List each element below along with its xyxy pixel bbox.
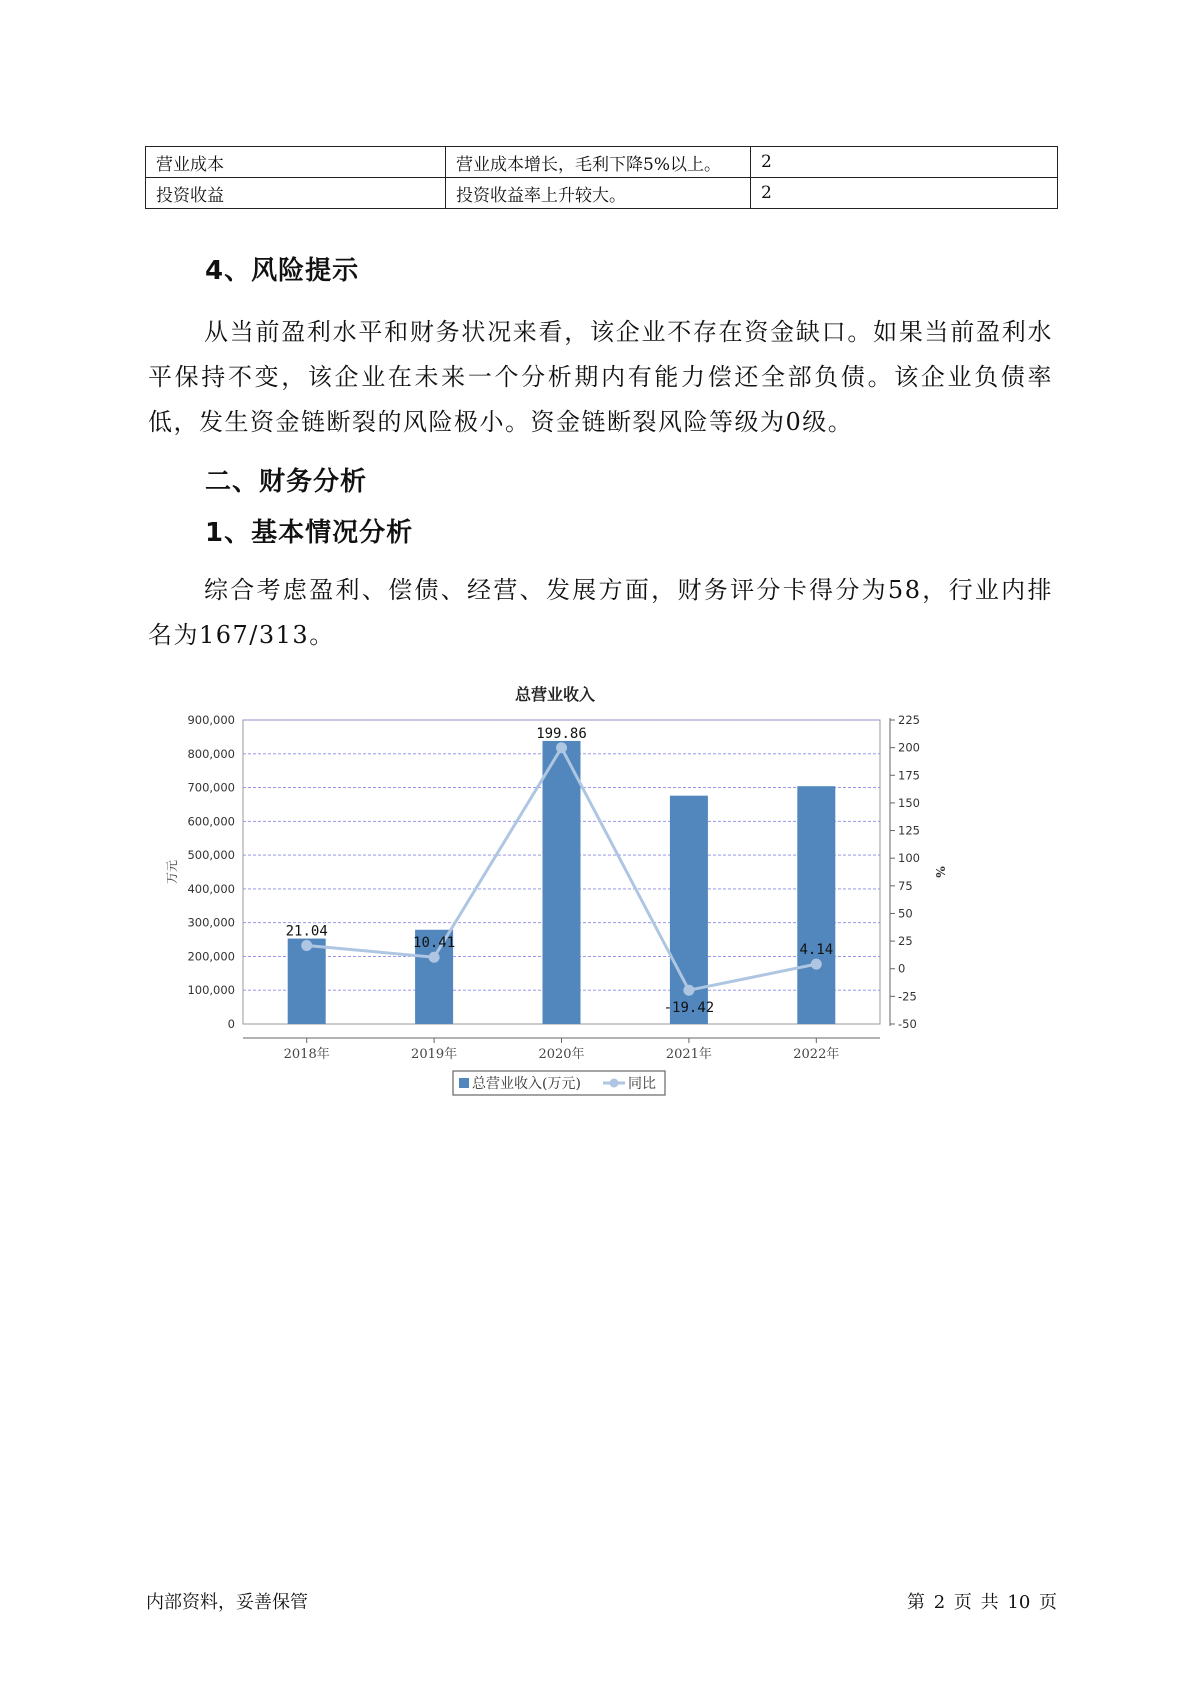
x-tick-label: 2021年 bbox=[665, 1047, 712, 1062]
section-heading-finance: 二、财务分析 bbox=[205, 467, 368, 497]
yoy-point bbox=[556, 742, 567, 753]
legend-label-yoy: 同比 bbox=[628, 1076, 656, 1092]
table-row bbox=[146, 147, 1058, 178]
y2-axis-title: % bbox=[933, 866, 947, 878]
y-tick-label: 400,000 bbox=[187, 881, 235, 896]
y2-tick-label: 100 bbox=[898, 851, 920, 866]
y2-tick-label: -25 bbox=[898, 989, 917, 1004]
y-tick-label: 200,000 bbox=[187, 949, 235, 964]
x-tick-label: 2020年 bbox=[538, 1047, 585, 1062]
y2-tick-label: 125 bbox=[898, 823, 920, 838]
yoy-data-label: 4.14 bbox=[799, 942, 834, 959]
yoy-point bbox=[683, 985, 694, 996]
x-tick-label: 2019年 bbox=[411, 1047, 458, 1062]
condition-cell: 营业成本增长，毛利下降5%以上。 bbox=[446, 147, 751, 178]
revenue-chart bbox=[165, 680, 1030, 1150]
legend-swatch-dot bbox=[610, 1079, 619, 1088]
revenue-bar bbox=[543, 741, 581, 1024]
y-tick-label: 800,000 bbox=[187, 746, 235, 761]
y-tick-label: 0 bbox=[227, 1017, 235, 1031]
y-tick-label: 900,000 bbox=[187, 713, 235, 727]
basic-analysis-paragraph: 综合考虑盈利、偿债、经营、发展方面，财务评分卡得分为58，行业内排名为167/313。 bbox=[148, 576, 1053, 649]
x-tick-label: 2022年 bbox=[793, 1047, 840, 1062]
yoy-data-label: 199.86 bbox=[536, 725, 587, 742]
legend-label-revenue: 总营业收入(万元) bbox=[472, 1076, 581, 1092]
section-heading-risk: 4、风险提示 bbox=[205, 256, 360, 286]
y-axis-title: 万元 bbox=[165, 859, 179, 885]
y-tick-label: 600,000 bbox=[187, 814, 235, 829]
yoy-point bbox=[811, 959, 822, 970]
yoy-point bbox=[301, 940, 312, 951]
yoy-data-label: 21.04 bbox=[285, 923, 328, 940]
y2-tick-label: 200 bbox=[898, 740, 920, 755]
subsection-heading-basic: 1、基本情况分析 bbox=[205, 518, 414, 548]
y2-tick-label: 150 bbox=[898, 795, 920, 810]
y2-tick-label: 50 bbox=[898, 906, 913, 921]
y2-tick-label: 0 bbox=[898, 961, 906, 976]
y-tick-label: 500,000 bbox=[187, 848, 235, 863]
revenue-bar bbox=[797, 786, 835, 1024]
yoy-point bbox=[429, 952, 440, 963]
y2-tick-label: 75 bbox=[898, 878, 913, 893]
risk-paragraph: 从当前盈利水平和财务状况来看，该企业不存在资金缺口。如果当前盈利水平保持不变，该企业在未来一个分析期内有能力偿还全部负债。该企业负债率低，发生资金链断裂的风险极小。资金链断裂风险等级为0级。 bbox=[148, 318, 1053, 436]
y-tick-label: 700,000 bbox=[187, 780, 235, 795]
y2-tick-label: 175 bbox=[898, 768, 920, 783]
yoy-data-label: -19.42 bbox=[663, 1000, 715, 1017]
x-tick-label: 2018年 bbox=[283, 1047, 330, 1062]
chart-title: 总营业收入 bbox=[514, 685, 596, 704]
condition-cell: 投资收益率上升较大。 bbox=[446, 178, 751, 209]
y2-tick-label: -50 bbox=[898, 1017, 917, 1031]
y2-tick-label: 25 bbox=[898, 934, 913, 949]
y2-tick-label: 225 bbox=[898, 713, 920, 727]
table-row bbox=[146, 178, 1058, 209]
y-tick-label: 300,000 bbox=[187, 915, 235, 930]
risk-item-table bbox=[145, 146, 1058, 209]
y-tick-label: 100,000 bbox=[187, 983, 235, 998]
revenue-bar bbox=[288, 939, 326, 1024]
item-cell: 营业成本 bbox=[146, 147, 446, 178]
footer-confidential-note: 内部资料，妥善保管 bbox=[146, 1592, 308, 1613]
score-cell: 2 bbox=[751, 147, 1058, 178]
footer-page-number: 第 2 页 共 10 页 bbox=[907, 1592, 1057, 1613]
score-cell: 2 bbox=[751, 178, 1058, 209]
legend-swatch-bar bbox=[459, 1078, 469, 1088]
item-cell: 投资收益 bbox=[146, 178, 446, 209]
yoy-data-label: 10.41 bbox=[413, 935, 456, 952]
